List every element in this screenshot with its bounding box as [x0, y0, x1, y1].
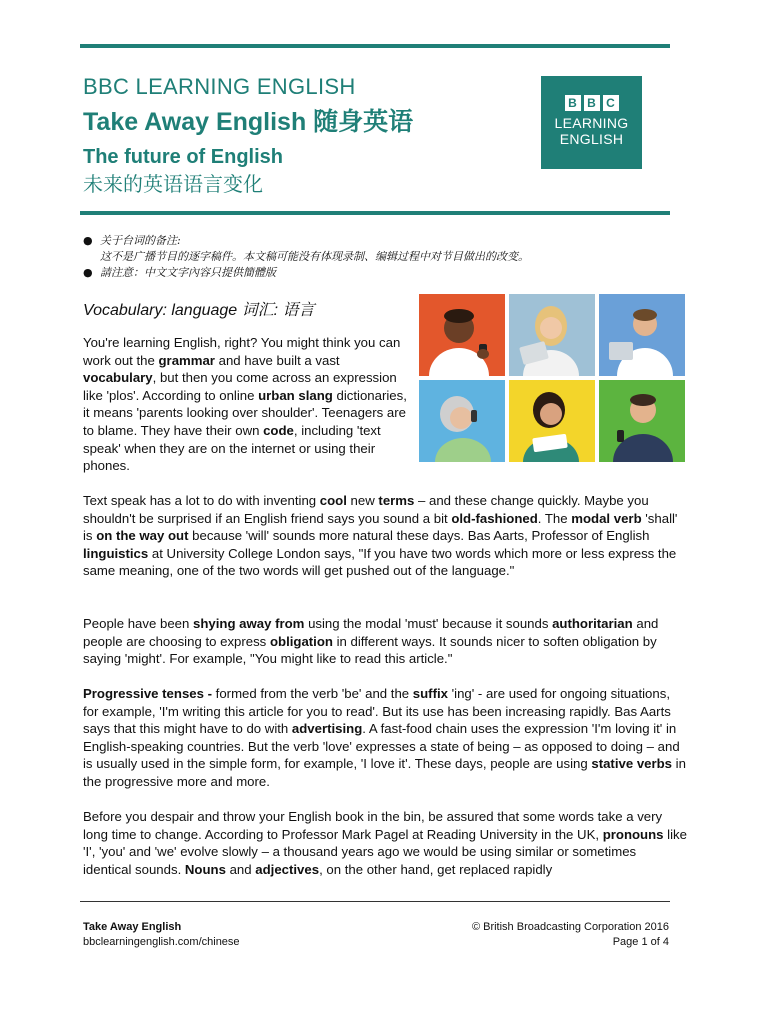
note-item	[80, 233, 680, 265]
vocabulary-term: on the way out	[96, 528, 189, 544]
vocabulary-term: obligation	[269, 633, 333, 649]
note-item	[80, 265, 680, 281]
man-phone-photo	[419, 294, 505, 376]
bbc-learning-english-logo	[541, 76, 642, 169]
note-text: 請注意：中文文字內容只提供簡體版	[100, 266, 276, 279]
body-text: Text speak has a lot to do with inventing	[83, 493, 320, 508]
vocabulary-term: advertising	[291, 721, 363, 737]
body-text: 'shall' is	[83, 510, 678, 544]
body-text: Before you despair and throw your English book in the bin, be assured that some words take a very long time to change. According to Professor Mark Pagel at Reading University in the UK,	[83, 809, 663, 842]
body-text: , but then you come across an expression like 'plos'. According to online	[83, 370, 397, 403]
body-text: You're learning English, right? You might think you can work out the	[83, 335, 401, 368]
page-number: Page 1 of 4	[612, 936, 669, 948]
body-text: at University College London says, "If you have two words which more or less express the same meaning, one of the two words will get pushed out of the language."	[83, 545, 677, 579]
vocabulary-term: vocabulary	[83, 370, 153, 386]
body-text: . The	[537, 510, 572, 526]
vocabulary-term: shying away from	[193, 616, 305, 631]
man-phone-photo	[599, 380, 685, 462]
logo-line-english: ENGLISH	[559, 131, 624, 147]
article-title-chinese: 未来的英语语言变化	[83, 174, 263, 196]
paragraph-1	[83, 334, 408, 475]
woman-phone-photo	[419, 380, 505, 462]
note-text: 这不是广播节目的逐字稿件。本文稿可能没有体现录制、编辑过程中对节目做出的改变。	[100, 250, 529, 263]
paragraph-3	[83, 615, 688, 668]
paragraph-5	[83, 808, 688, 878]
body-text: , including 'text speak' when they are on the internet or using their phones.	[83, 422, 381, 474]
vocabulary-term: stative verbs	[591, 756, 673, 772]
woman-tablet-photo	[509, 294, 595, 376]
note-label: 关于台词的备注:	[100, 234, 181, 247]
vocabulary-term: modal verb	[571, 510, 642, 526]
paragraph-2	[83, 492, 688, 580]
bbc-block-b2: B	[584, 95, 600, 111]
body-text: because 'will' sounds more natural these days. Bas Aarts, Professor of English	[188, 528, 650, 544]
body-text: , on the other hand, get replaced rapidly	[319, 861, 553, 877]
bbc-blocks	[541, 95, 642, 111]
bullet-icon: ●	[83, 266, 93, 279]
vocabulary-term: authoritarian	[552, 616, 633, 631]
man-tablet-photo	[599, 294, 685, 376]
vocabulary-term: grammar	[158, 352, 215, 368]
body-text: People have been	[83, 616, 193, 631]
body-text: using the modal 'must' because it sounds	[304, 616, 553, 631]
body-text: new	[346, 493, 379, 508]
vocabulary-term: pronouns	[602, 826, 664, 842]
bbc-block-b1: B	[565, 95, 581, 111]
body-text: and people are choosing to express	[83, 616, 659, 649]
vocabulary-term: code	[263, 422, 294, 438]
vocabulary-term: suffix	[412, 686, 448, 701]
vocabulary-term: cool	[319, 493, 347, 508]
footer-url[interactable]: bbclearningenglish.com/chinese	[83, 936, 240, 948]
body-text: formed from the verb 'be' and the	[212, 686, 413, 701]
body-text: . A fast-food chain uses the expression 'I'm loving it' in English-speaking countries. But the verb 'love' expresses a state of being – as opposed to doing – and is usually used in the simple form, for example, 'I love it'. These days, people are using	[83, 721, 680, 772]
vocabulary-term: old-fashioned	[451, 510, 538, 526]
vocabulary-heading: Vocabulary: language 词汇: 语言	[83, 302, 315, 319]
document-header	[83, 72, 523, 199]
logo-line-learning: LEARNING	[554, 115, 629, 131]
page-title: Take Away English 随身英语	[83, 108, 414, 136]
body-text: dictionaries, it means 'parents looking over shoulder'. Teenagers are to blame. They have their own	[83, 387, 407, 438]
body-text: – and these change quickly. Maybe you shouldn't be surprised if an English friend says you sound a bit	[83, 493, 649, 526]
article-title: The future of English	[83, 146, 283, 168]
footer-title: Take Away English	[83, 921, 182, 933]
script-notes	[80, 233, 680, 281]
body-text: and	[225, 861, 256, 877]
body-text: in different ways. It sounds nicer to soften obligation by saying 'might'. For example, "You might like to read this article."	[83, 633, 657, 667]
woman-book-photo	[509, 380, 595, 462]
bbc-block-c: C	[603, 95, 619, 111]
vocabulary-term: adjectives	[255, 861, 320, 877]
footer-divider	[80, 901, 670, 902]
footer-left	[83, 920, 240, 950]
paragraph-4	[83, 685, 688, 791]
body-text: 'ing' - are used for ongoing situations, for example, 'I'm writing this article for you to read'. But its use has been increasing rapidly. Bas Aarts says that this might have to do with	[83, 686, 671, 737]
brand-heading: BBC LEARNING ENGLISH	[83, 74, 356, 99]
body-text: in the progressive more and more.	[83, 756, 686, 789]
vocabulary-term: urban slang	[258, 387, 333, 403]
body-text: like 'I', 'you' and 'we' evolve slowly – a thousand years ago we would be using similar or sometimes identical sounds.	[83, 826, 687, 877]
footer-right	[472, 920, 669, 950]
bullet-icon: ●	[83, 234, 93, 247]
top-divider	[80, 44, 670, 48]
photo-collage	[419, 294, 687, 462]
body-text: and have built a vast	[214, 352, 340, 368]
vocabulary-term: linguistics	[83, 545, 149, 561]
vocabulary-term: Progressive tenses -	[83, 686, 213, 701]
vocabulary-term: terms	[378, 493, 415, 508]
vocabulary-term: Nouns	[184, 861, 226, 877]
copyright-notice: © British Broadcasting Corporation 2016	[471, 921, 669, 933]
header-divider	[80, 211, 670, 215]
